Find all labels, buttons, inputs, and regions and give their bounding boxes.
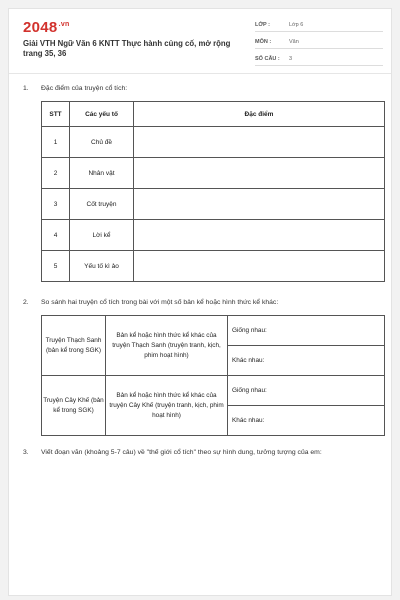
cell-answer[interactable] — [134, 127, 385, 158]
table-header-row — [42, 102, 385, 127]
header-feature: Đặc điểm — [134, 102, 385, 127]
question-text: Viết đoạn văn (khoảng 5-7 câu) về "thế giới cổ tích" theo sự hình dung, tưởng tượng của em: — [41, 449, 322, 456]
cell-differences[interactable]: Khác nhau: — [228, 346, 385, 376]
table-row — [42, 158, 385, 189]
cell-similarities[interactable]: Giống nhau: — [228, 376, 385, 406]
table-row — [42, 127, 385, 158]
document-title: Giải VTH Ngữ Văn 6 KNTT Thực hành củng cố, mở rộng trang 35, 36 — [23, 39, 231, 58]
comparison-table — [41, 315, 385, 436]
meta-question-count — [255, 53, 383, 66]
meta-label: LỚP : — [255, 22, 270, 28]
cell-similarities[interactable]: Giống nhau: — [228, 316, 385, 346]
cell-factor: Lời kể — [70, 220, 134, 251]
meta-class — [255, 19, 383, 32]
cell-stt: 1 — [42, 127, 70, 158]
features-table — [41, 101, 385, 282]
question-2 — [23, 299, 278, 306]
logo-suffix: .vn — [58, 21, 70, 28]
meta-value: 3 — [289, 56, 293, 62]
cell-answer[interactable] — [134, 220, 385, 251]
meta-value: Lớp 6 — [289, 22, 304, 28]
cell-stt: 2 — [42, 158, 70, 189]
cell-answer[interactable] — [134, 251, 385, 282]
header-divider — [9, 73, 391, 74]
worksheet-page — [8, 8, 392, 596]
cell-stt: 5 — [42, 251, 70, 282]
meta-label: MÔN : — [255, 39, 272, 45]
meta-subject — [255, 36, 383, 49]
cell-factor: Chủ đề — [70, 127, 134, 158]
cell-story: Truyện Thạch Sanh (bản kể trong SGK) — [42, 316, 106, 376]
cell-story: Truyện Cây Khế (bản kể trong SGK) — [42, 376, 106, 436]
cell-compare: Bản kể hoặc hình thức kể khác của truyện Cây Khế (truyện tranh, kịch, phim hoạt hình) — [106, 376, 228, 436]
site-logo[interactable] — [23, 19, 70, 36]
cell-answer[interactable] — [134, 189, 385, 220]
question-1 — [23, 85, 127, 92]
question-number: 2. — [23, 299, 29, 306]
header-factor: Các yếu tố — [70, 102, 134, 127]
meta-label: SỐ CÂU : — [255, 56, 280, 62]
cell-answer[interactable] — [134, 158, 385, 189]
table-row — [42, 189, 385, 220]
cell-differences[interactable]: Khác nhau: — [228, 406, 385, 436]
table-row — [42, 376, 385, 406]
cell-stt: 3 — [42, 189, 70, 220]
question-number: 3. — [23, 449, 29, 456]
header-stt: STT — [42, 102, 70, 127]
cell-factor: Nhân vật — [70, 158, 134, 189]
cell-compare: Bản kể hoặc hình thức kể khác của truyện Thạch Sanh (truyện tranh, kịch, phim hoạt hình) — [106, 316, 228, 376]
question-number: 1. — [23, 85, 29, 92]
table-row — [42, 316, 385, 346]
question-3 — [23, 449, 322, 456]
logo-text: 2048 — [23, 19, 58, 36]
meta-value: Văn — [289, 39, 299, 45]
cell-factor: Cốt truyện — [70, 189, 134, 220]
cell-factor: Yếu tố kì ảo — [70, 251, 134, 282]
question-text: So sánh hai truyện cổ tích trong bài với một số bản kể hoặc hình thức kể khác: — [41, 299, 279, 306]
table-row — [42, 251, 385, 282]
table-row — [42, 220, 385, 251]
cell-stt: 4 — [42, 220, 70, 251]
question-text: Đặc điểm của truyện cổ tích: — [41, 85, 128, 92]
